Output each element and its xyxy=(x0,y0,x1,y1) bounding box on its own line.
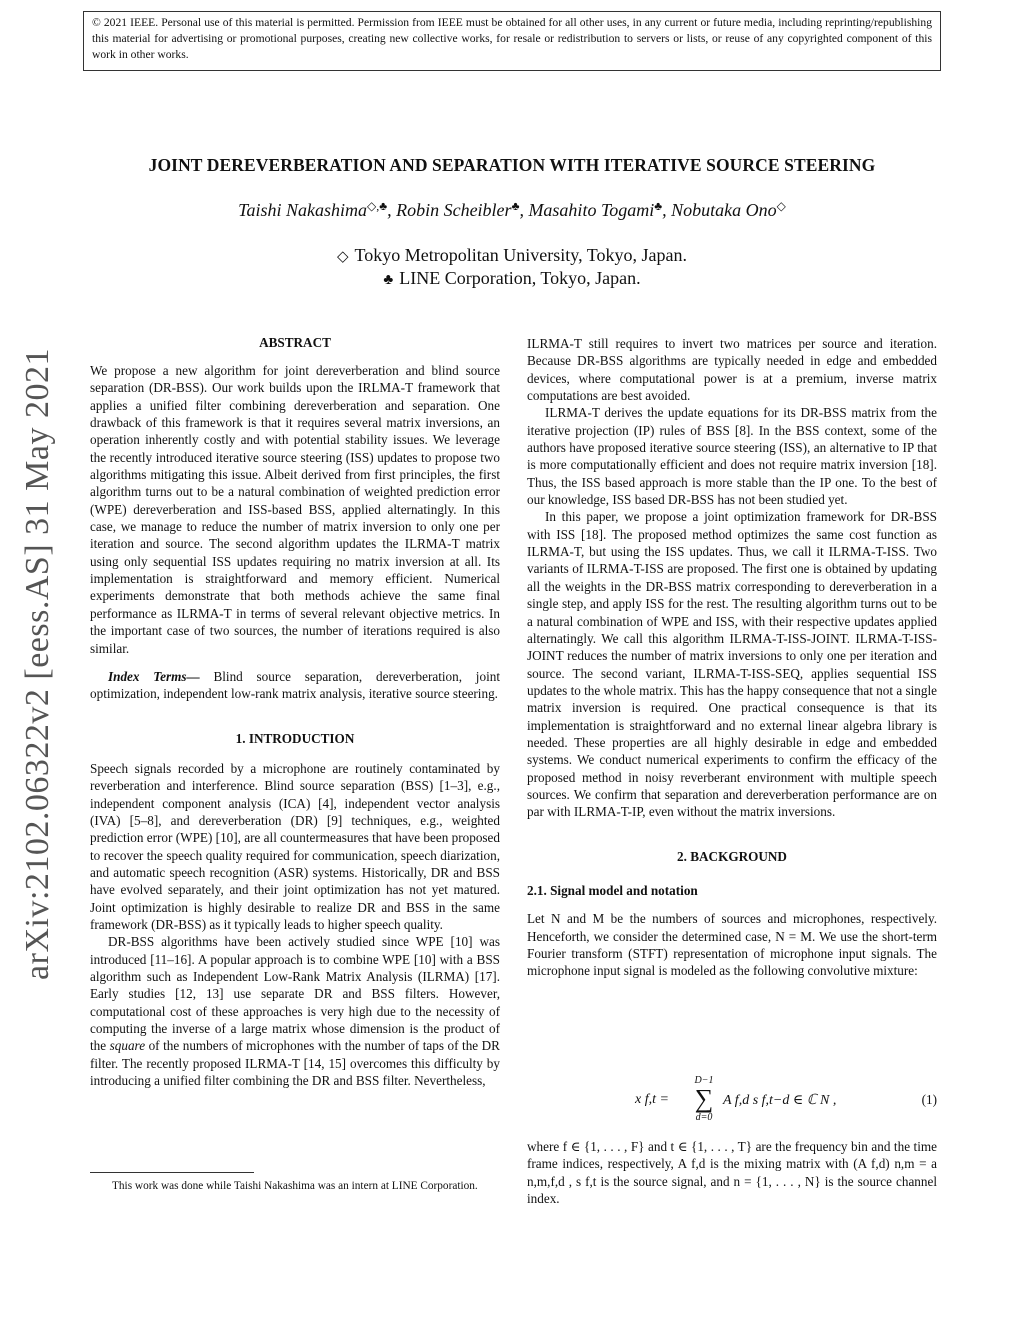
intro-paragraph-5: In this paper, we propose a joint optimization framework for DR-BSS with ISS [18]. The proposed method optimizes the same cost function as ILRMA-T, but using the ISS updates. Thus, we call it ILRMA-T-ISS. Two variants of ILRMA-T-ISS are proposed. The first one is obtained by updating all the weights in the DR-BSS matrix corresponding to dereverberation in a single step, and apply ISS for the rest. The resulting algorithm turns out to be a natural combination of WPE and ISS, with their respective updates applied alternatingly. We call this algorithm ILRMA-T-ISS-JOINT. ILRMA-T-ISS-JOINT reduces the number of matrix inversions to only one per iteration and source. The second variant, ILRMA-T-ISS-SEQ, applies sequential ISS updates to the whole matrix. This has the happy consequence that not a single matrix inversion is required. One practical consequence is that its implementation is straightforward and no external linear algebra library is needed. These properties are all highly desirable in edge and embedded systems. We conduct numerical experiments to confirm the efficacy of the proposed method in noisy reverberant environment with multiple speech sources. We confirm that separation and dereverberation performance are on par with ILRMA-T-IP, even without the matrix inversions. xyxy=(527,509,937,820)
author-affiliation-mark: ◇ xyxy=(776,199,786,213)
affiliation-text: LINE Corporation, Tokyo, Japan. xyxy=(399,268,641,288)
intro-paragraph-4: ILRMA-T derives the update equations for its DR-BSS matrix from the iterative projection (IP) rules of BSS [8]. In the BSS context, some of the authors have proposed iterative source steering (ISS), an alternative to IP that is more computationally efficient and does not require matrix inversion [18]. Thus, the ISS based approach is more stable than the IP one. To the best of our knowledge, ISS based DR-BSS has not been studied yet. xyxy=(527,405,937,508)
abstract-text: We propose a new algorithm for joint dereverberation and blind source separation (DR-BSS). Our work builds upon the IRLMA-T framework that applies a unified filter combining dereverberation and separation. One drawback of this framework is that it requires several matrix inversions, an operation inherently costly and with potential stability issues. We leverage the recently introduced iterative source steering (ISS) updates to propose two algorithms mitigating this issue. Albeit derived from first principles, the first algorithm turns out to be a natural combination of weighted prediction error (WPE) dereverberation and ISS-based BSS, applied alternatingly. In this case, we manage to reduce the number of matrix inversion to only one per iteration and source. The second algorithm updates the ILRMA-T matrix using only sequential ISS updates requiring no matrix inversion at all. Its implementation is straightforward and memory efficient. Numerical experiments demonstrate that both methods achieve the same final performance as ILRMA-T in terms of several relevant objective metrics. In the important case of two sources, the number of iterations required is also similar. xyxy=(90,363,500,656)
equation-1 xyxy=(527,1075,937,1125)
right-column-intro xyxy=(527,335,937,980)
equation-number: (1) xyxy=(921,1092,937,1107)
author-separator: , xyxy=(387,200,397,220)
affiliation-tokyo-metropolitan xyxy=(60,245,964,266)
abstract-heading: ABSTRACT xyxy=(259,335,331,350)
emphasis: square xyxy=(109,1038,146,1054)
index-terms-text: Blind source separation, dereverberation, joint optimization, independent low-rank matrix analysis, iterative source steering. xyxy=(90,668,500,702)
affiliation-text: Tokyo Metropolitan University, Tokyo, Japan. xyxy=(354,245,687,265)
intro-paragraph-3: ILRMA-T still requires to invert two matrices per source and iteration. Because DR-BSS algorithms are typically needed in edge and embedded devices, where computational power is at a premium, inverse matrix computations are best avoided. xyxy=(527,336,937,404)
author: Masahito Togami xyxy=(528,200,655,220)
intro-paragraph-1: Speech signals recorded by a microphone are routinely contaminated by reverberation and interference. Blind source separation (BSS) [1–3], e.g., independent component analysis (ICA) [4], independent vector analysis (IVA) [5–8], and dereverberation (DR) [9] techniques, e.g., weighted prediction error (WPE) [10], are all countermeasures that have been proposed to recover the speech quality required for communication, speech diarization, and automatic speech recognition (ASR) systems. Historically, DR and BSS have evolved separately, and their joint optimization has not yet matured. Joint optimization is highly desirable to realize DR and BSS in the same framework (DR-BSS) as it typically leads to higher speech quality. xyxy=(90,760,500,932)
footnote-divider xyxy=(90,1172,254,1173)
subsection-heading-signal-model: 2.1. Signal model and notation xyxy=(527,882,698,898)
diamond-mark-icon: ◇ xyxy=(337,249,349,265)
author-separator: , xyxy=(519,200,529,220)
author: Nobutaka Ono xyxy=(671,200,777,220)
club-mark-icon: ♣ xyxy=(383,272,394,288)
author-affiliation-mark: ♣ xyxy=(654,199,663,213)
affiliation-line-corporation xyxy=(60,268,964,289)
author-separator: , xyxy=(662,200,672,220)
equation-rhs: A f,d s f,t−d ∈ ℂ N , xyxy=(723,1093,837,1108)
sum-upper-limit: D−1 xyxy=(694,1075,714,1086)
author-list xyxy=(60,199,964,221)
section-heading-introduction: 1. INTRODUCTION xyxy=(235,730,355,746)
copyright-notice: © 2021 IEEE. Personal use of this material is permitted. Permission from IEEE must be obtained for all other uses, in any current or future media, including reprinting/republishing this material for advertising or promotional purposes, creating new collective works, for resale or redistribution to servers or lists, or reuse of any copyrighted component of this work in other works. xyxy=(83,11,941,71)
index-terms-label: Index Terms— xyxy=(108,668,200,684)
sum-sign-icon: ∑ xyxy=(694,1084,714,1113)
paper-title: JOINT DEREVERBERATION AND SEPARATION WITH ITERATIVE SOURCE STEERING xyxy=(148,155,876,175)
author: Taishi Nakashima xyxy=(238,200,367,220)
intro-paragraph-2 xyxy=(90,933,500,1089)
arxiv-identifier[interactable]: arXiv:2102.06322v2 [eess.AS] 31 May 2021 xyxy=(19,348,56,980)
sum-lower-limit: d=0 xyxy=(695,1112,713,1123)
summation xyxy=(689,1075,719,1123)
author-affiliation-mark: ◇,♣ xyxy=(366,199,388,213)
author: Robin Scheibler xyxy=(396,200,512,220)
background-paragraph-2-wrap xyxy=(527,1138,937,1207)
footnote: This work was done while Taishi Nakashima was an intern at LINE Corporation. xyxy=(112,1180,478,1192)
background-paragraph-2: where f ∈ {1, . . . , F} and t ∈ {1, . . . , T} are the frequency bin and the time frame indices, respectively, A f,d is the mixing matrix with (A f,d) n,m = a n,m,f,d , s f,t is the source signal, and n = {1, . . . , N} is the source channel index. xyxy=(527,1139,937,1207)
author-affiliation-mark: ♣ xyxy=(511,199,520,213)
text-run: DR-BSS algorithms have been actively studied since WPE [10] was introduced [11–16]. A popular approach is to combine WPE [10] with a BSS algorithm such as Independent Low-Rank Matrix Analysis (ILRMA) [17]. Early studies [12, 13] use separate DR and BSS filters. However, computational cost of these approaches is very high due to the necessity of computing the inverse of a large matrix whose dimension is the product of the xyxy=(90,934,500,1054)
background-paragraph-1: Let N and M be the numbers of sources and microphones, respectively. Henceforth, we consider the determined case, N = M. We use the short-term Fourier transform (STFT) representation of microphone input signals. The microphone input signal is modeled as the following convolutive mixture: xyxy=(527,911,937,979)
equation-lhs: x f,t = xyxy=(635,1092,669,1107)
index-terms xyxy=(90,668,500,703)
text-run: of the numbers of microphones with the number of taps of the DR filter. The recently proposed ILRMA-T [14, 15] overcomes this difficulty by introducing a unified filter combining the DR and BSS filter. Nevertheless, xyxy=(90,1038,500,1089)
section-heading-background: 2. BACKGROUND xyxy=(677,848,787,864)
abstract-body xyxy=(90,362,500,1089)
